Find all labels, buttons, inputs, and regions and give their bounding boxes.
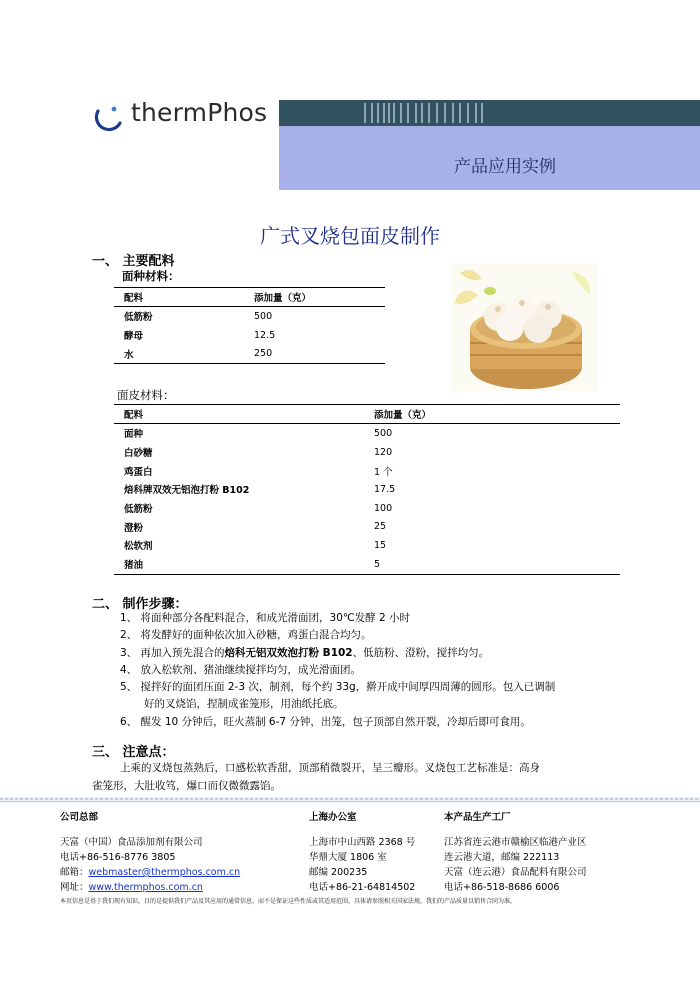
table-header-row (114, 405, 620, 424)
document-title: 广式叉烧包面皮制作 (260, 224, 440, 248)
starter-caption: 面种材料： (122, 269, 180, 283)
footer-factory-company: 天富（连云港）食品配料有限公司 (444, 867, 587, 878)
footer-shanghai-zip: 邮编 200235 (309, 867, 368, 878)
table-row (114, 555, 620, 574)
step-text: 醒发 10 分钟后，旺火蒸制 6-7 分钟，出笼，包子顶部自然开裂，冷却后即可食用。 (140, 715, 531, 728)
ingredient-amount: 500 (254, 310, 273, 322)
skin-ingredients-table (114, 404, 620, 575)
list-item (120, 627, 640, 644)
ingredient-amount: 100 (374, 502, 393, 514)
footer-divider (0, 797, 700, 803)
column-header-ingredient: 配料 (114, 405, 374, 424)
table-row (114, 424, 620, 443)
note-line: 上乘的叉烧包蒸熟后，口感松软香甜，顶部稍微裂开，呈三瓣形。叉烧包工艺标准是：高身 (120, 762, 540, 774)
section-heading-ingredients: 一、 主要配料 (92, 254, 175, 269)
ingredient-name: 面种 (124, 429, 144, 441)
step-product-name: 焙科无铝双效泡打粉 B102 (224, 646, 353, 659)
banner-title: 产品应用实例 (454, 157, 556, 177)
column-header-amount: 添加量（克） (254, 288, 385, 307)
ingredient-name: 鸡蛋白 (124, 466, 153, 478)
footer-shanghai-address: 上海市中山西路 2368 号 (309, 837, 416, 848)
banner-dark-band (279, 100, 700, 126)
ingredient-name: 酵母 (124, 331, 144, 343)
table-row (114, 307, 385, 326)
ingredient-name: 猪油 (114, 555, 374, 574)
step-number: 4、 (120, 663, 138, 676)
ingredient-amount: 17.5 (374, 483, 396, 495)
ingredient-name: 低筋粉 (124, 312, 153, 324)
logo-text: thermPhos (131, 98, 268, 127)
steps-list (120, 610, 640, 731)
footer-shanghai-address: 华鼎大厦 1806 室 (309, 852, 387, 863)
table-header-row (114, 288, 385, 307)
footer-factory (444, 810, 664, 895)
section-heading-notes: 三、 注意点： (92, 745, 175, 760)
step-number: 3、 (120, 646, 138, 659)
list-item (120, 645, 640, 662)
web-label: 网址： (60, 882, 89, 893)
ingredient-amount: 250 (254, 344, 385, 363)
ingredient-name: 澄粉 (124, 522, 144, 534)
table-row (114, 326, 385, 345)
website-link[interactable]: www.thermphos.com.cn (88, 882, 203, 893)
table-row (114, 536, 620, 555)
step-number: 6、 (120, 715, 138, 728)
step-text: 、低筋粉、澄粉，搅拌均匀。 (352, 646, 490, 659)
footer-factory-address: 江苏省连云港市赣榆区临港产业区 (444, 837, 587, 848)
step-text: 搅拌好的面团压面 2-3 次，制剂，每个约 33g，擀开成中间厚四周薄的圆形。包入已调制 (140, 681, 556, 694)
footer-hq-email-row (60, 865, 300, 880)
footer-hq-phone: 电话+86-516-8776 3805 (60, 852, 176, 863)
step-text: 将面种部分各配料混合，和成光滑面团，30℃发酵 2 小时 (140, 612, 411, 624)
table-row (114, 461, 620, 480)
footer-hq-web-row (60, 880, 300, 895)
ingredient-amount: 500 (374, 427, 393, 439)
footer-hq-company: 天富（中国）食品添加剂有限公司 (60, 837, 203, 848)
ingredient-amount: 12.5 (254, 329, 276, 341)
list-item (120, 662, 640, 679)
ingredient-name: 焙科牌双效无铝泡打粉 B102 (124, 485, 250, 497)
step-number: 1、 (120, 612, 138, 624)
ingredient-amount: 5 (374, 555, 620, 574)
step-number: 5、 (120, 681, 138, 694)
notes-paragraph (92, 760, 640, 795)
table-row (114, 499, 620, 518)
footer-shanghai-phone: 电话+86-21-64814502 (309, 882, 416, 893)
ingredient-amount: 15 (374, 539, 387, 551)
column-header-ingredient: 配料 (114, 288, 254, 307)
list-item (120, 714, 640, 731)
section-heading-steps: 二、 制作步骤： (92, 597, 188, 612)
ingredient-name: 水 (114, 344, 254, 363)
banner-stripes (362, 100, 484, 126)
email-label: 邮箱： (60, 867, 89, 878)
char-siu-bao-photo (452, 263, 598, 391)
column-header-amount: 添加量（克） (374, 405, 620, 424)
step-number: 2、 (120, 629, 138, 642)
footer-shanghai-heading: 上海办公室 (309, 812, 357, 823)
note-line: 雀笼形，大肚收笃，爆口而仅微微露馅。 (92, 779, 281, 792)
ingredient-amount: 120 (374, 446, 393, 458)
footer-disclaimer: 本页信息是基于我们现有知识，目的是提供我们产品及其应用的通常信息，而不是保证这些性质或其适用范围，具体请参照相关国家法规。我们的产品质量以销售合同为准。 (60, 898, 517, 905)
thermphos-logo-icon (94, 103, 124, 133)
ingredient-amount: 25 (374, 521, 387, 533)
step-text: 放入松软剂、猪油继续搅拌均匀，成光滑面团。 (140, 663, 362, 676)
list-item (120, 679, 640, 696)
footer-hq-heading: 公司总部 (60, 812, 99, 823)
table-row (114, 480, 620, 499)
footer-factory-address: 连云港大道，邮编 222113 (444, 852, 560, 863)
email-link[interactable]: webmaster@thermphos.com.cn (88, 867, 241, 878)
ingredient-name: 松软剂 (124, 541, 153, 553)
ingredient-amount: 1 个 (374, 466, 393, 478)
table-row (114, 344, 385, 363)
table-row (114, 443, 620, 462)
step-text: 再加入预先混合的 (140, 646, 225, 659)
footer-hq (60, 810, 300, 895)
ingredient-name: 白砂糖 (124, 448, 153, 460)
skin-caption: 面皮材料： (117, 388, 175, 402)
footer-factory-phone: 电话+86-518-8686 6006 (444, 882, 560, 893)
starter-ingredients-table (114, 287, 385, 364)
ingredient-name: 低筋粉 (124, 504, 153, 516)
step-text: 将发酵好的面种依次加入砂糖，鸡蛋白混合均匀。 (140, 629, 372, 642)
table-row (114, 517, 620, 536)
footer-shanghai (309, 810, 439, 895)
list-item (120, 610, 640, 627)
footer-factory-heading: 本产品生产工厂 (444, 812, 511, 823)
step-continuation: 好的叉烧馅，捏制成雀笼形，用油纸托底。 (144, 698, 344, 711)
